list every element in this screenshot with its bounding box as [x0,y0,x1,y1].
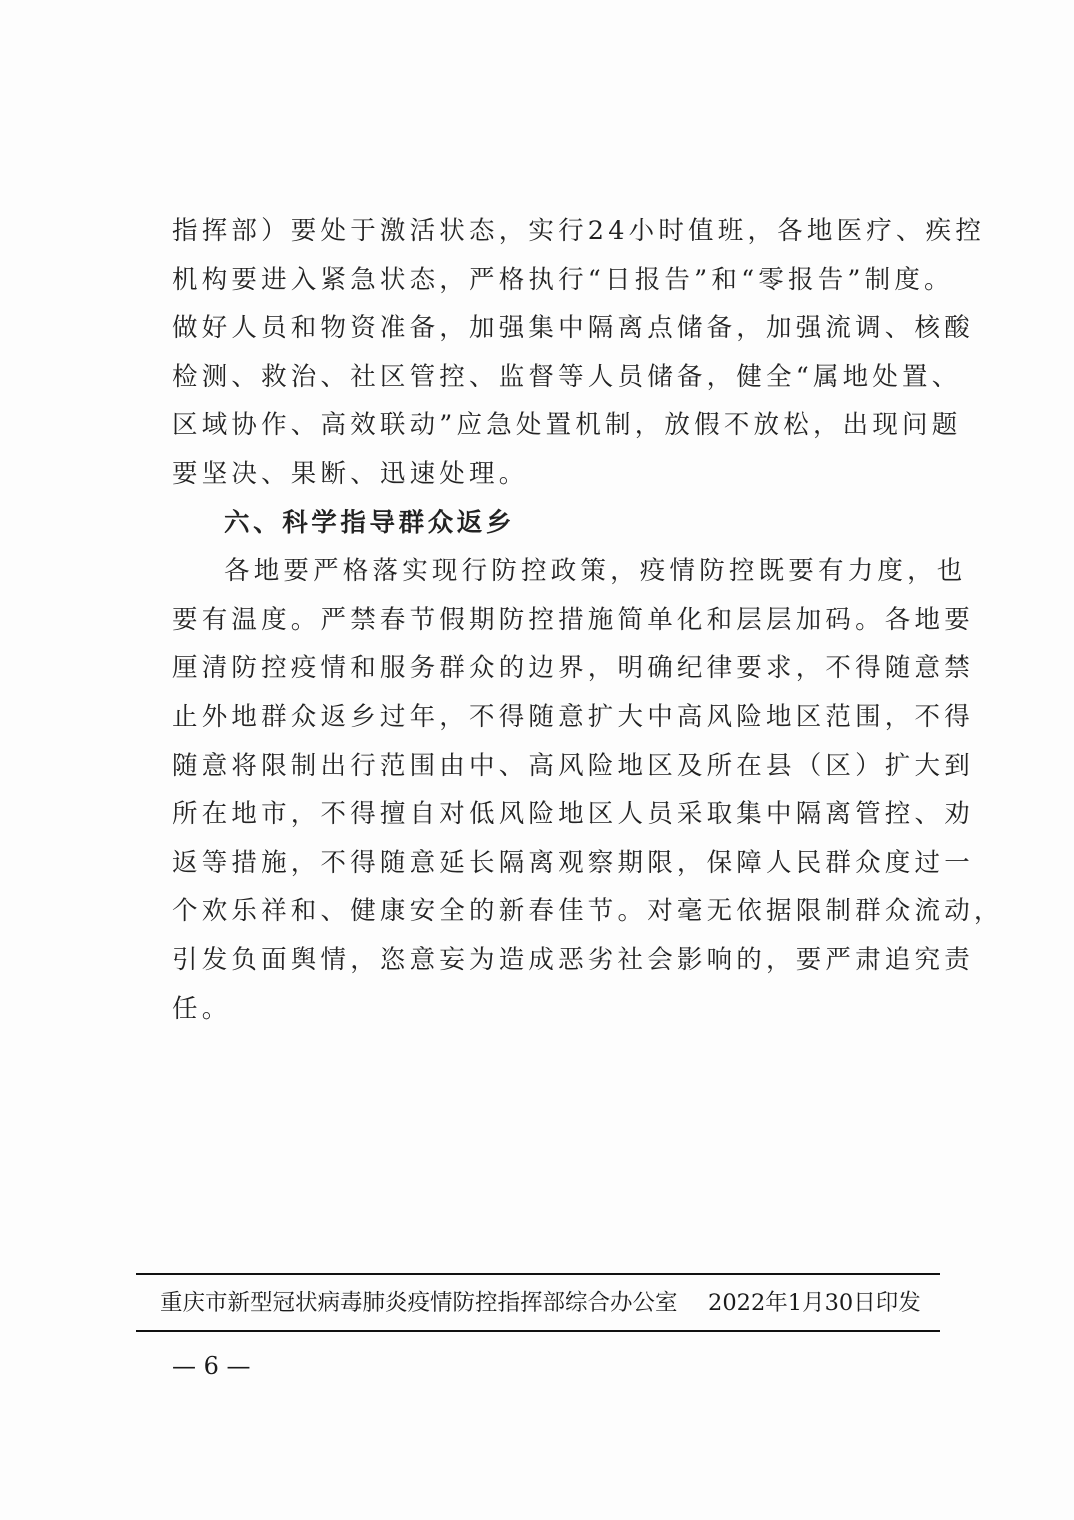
body-line: 要坚决、果断、迅速处理。 [172,458,529,489]
section-line: 所在地市，不得擅自对低风险地区人员采取集中隔离管控、劝 [172,799,974,830]
body-line: 机构要进入紧急状态，严格执行“日报告”和“零报告”制度。 [172,264,954,295]
body-line: 检测、救治、社区管控、监督等人员储备，健全“属地处置、 [172,361,962,392]
body-line: 做好人员和物资准备，加强集中隔离点储备，加强流调、核酸 [172,313,974,344]
section-line: 各地要严格落实现行防控政策，疫情防控既要有力度，也 [224,556,967,587]
section-line: 止外地群众返乡过年，不得随意扩大中高风险地区范围，不得 [172,701,974,732]
page-number: — 6 — [172,1352,251,1380]
body-line: 指挥部）要处于激活状态，实行24小时值班，各地医疗、疾控 [172,216,986,246]
section-line: 返等措施，不得随意延长隔离观察期限，保障人民群众度过一 [172,847,974,878]
issue-date: 2022年1月30日印发 [708,1290,921,1316]
section-line: 任。 [172,993,232,1024]
section-line: 要有温度。严禁春节假期防控措施简单化和层层加码。各地要 [172,604,974,635]
footer-top-rule [136,1273,940,1275]
section-heading: 六、科学指导群众返乡 [224,507,516,538]
section-line: 个欢乐祥和、健康安全的新春佳节。对毫无依据限制群众流动， [172,896,1004,927]
section-line: 引发负面舆情，恣意妄为造成恶劣社会影响的，要严肃追究责 [172,944,974,975]
footer-bottom-rule [136,1330,940,1332]
issuer-name: 重庆市新型冠状病毒肺炎疫情防控指挥部综合办公室 [160,1290,678,1316]
body-line: 区域协作、高效联动”应急处置机制，放假不放松，出现问题 [172,410,962,441]
section-line: 厘清防控疫情和服务群众的边界，明确纪律要求，不得随意禁 [172,653,974,684]
document-body [172,207,1004,1033]
section-line: 随意将限制出行范围由中、高风险地区及所在县（区）扩大到 [172,750,974,781]
